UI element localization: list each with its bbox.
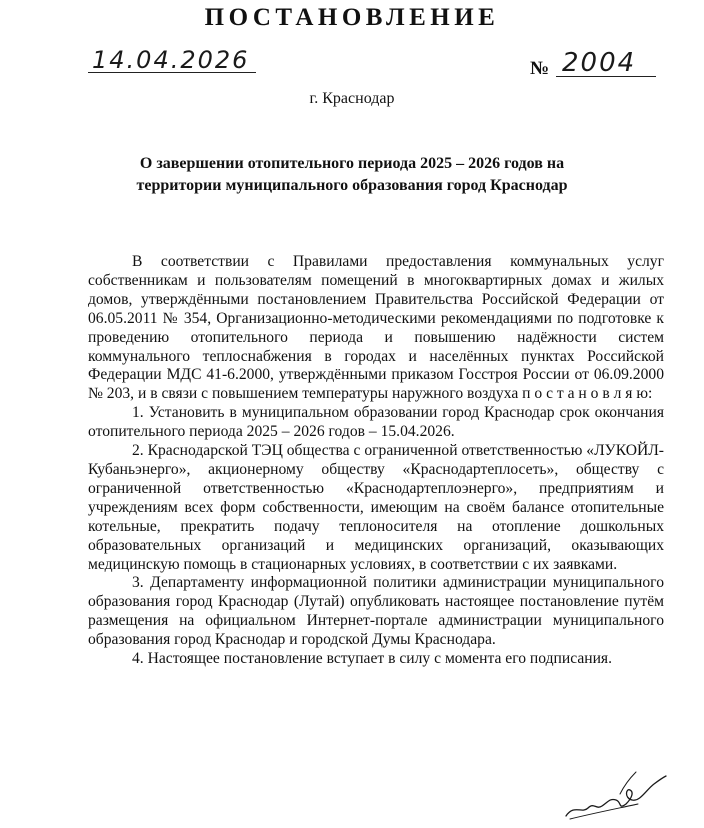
decree-subject [80, 153, 624, 197]
date-underline [88, 72, 256, 73]
number-label: № [530, 58, 550, 79]
handwritten-number: 2004 [562, 48, 637, 78]
signature-image [560, 764, 670, 824]
decree-item-1: 1. Установить в муниципальном образовании город Краснодар срок окончания отопительного периода 2025 – 2026 годов – 15.04.2026. [88, 404, 664, 441]
city-name: г. Краснодар [309, 90, 395, 107]
subject-line: О завершении отопительного периода 2025 – 2026 годов на [139, 155, 565, 172]
decree-item-3: 3. Департаменту информационной политики администрации муниципального образования город Краснодар (Лутай) опубликовать настоящее постановление путём размещения на официальном Интернет-портале администрации муниципального образования город Краснодар и городской Думы Краснодара. [88, 574, 664, 649]
decree-item-4: 4. Настоящее постановление вступает в силу с момента его подписания. [132, 650, 613, 668]
handwritten-date: 14.04.2026 [92, 46, 250, 74]
decree-body [88, 253, 664, 669]
document-title: ПОСТАНОВЛЕНИЕ [204, 4, 500, 31]
subject-line: территории муниципального образования город Краснодар [136, 177, 568, 194]
number-underline [556, 76, 656, 77]
preamble-paragraph: В соответствии с Правилами предоставления коммунальных услуг собственникам и пользователям помещений в многоквартирных домах и жилых домов, утверждёнными постановлением Правительства Российской Федерации от 06.05.2011 № 354, Организационно-методическими рекомендациями по подготовке к проведению отопительного периода и повышению надёжности систем коммунального теплоснабжения в городах и населённых пунктах Российской Федерации МДС 41-6.2000, утверждёнными приказом Госстроя России от 06.09.2000 № 203, и в связи с повышением температуры наружного воздуха п о с т а н о в л я ю: [88, 253, 664, 403]
decree-item-2: 2. Краснодарской ТЭЦ общества с ограниченной ответственностью «ЛУКОЙЛ-Кубаньэнерго», акционерному обществу «Краснодартеплосеть», обществу с ограниченной ответственностью «Краснодартеплоэнерго», предприятиям и учреждениям всех форм собственности, имеющим на своём балансе отопительные котельные, прекратить подачу теплоносителя на отопление дошкольных образовательных организаций и медицинских организаций, оказывающих медицинскую помощь в стационарных условиях, в соответствии с их заявками. [88, 442, 664, 573]
